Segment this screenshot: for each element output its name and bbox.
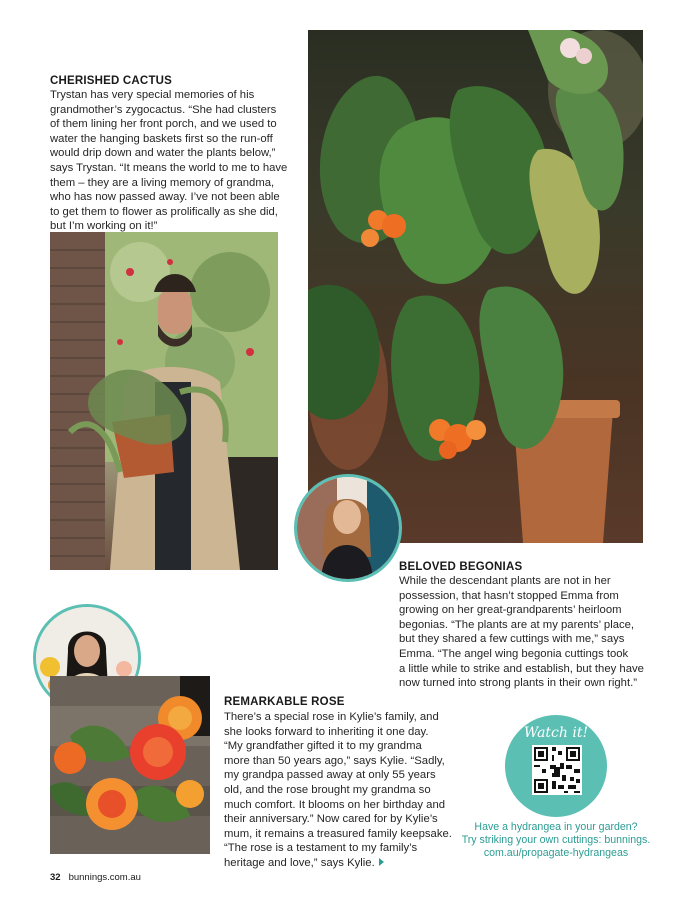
rose-photo [50,676,210,854]
rose-body [224,710,454,871]
rose-heading: REMARKABLE ROSE [224,696,345,708]
trystan-photo [50,232,278,570]
watch-it-title: Watch it! [523,725,589,741]
begonias-body: While the descendant plants are not in her possession, that hasn’t stopped Emma from growing on her great-grandparents’ heirloom begonias. “The plants are at my parents’ place, but they shared a few cuttings with me,” says Emma. “The angel wing begonia cuttings took a little while to strike and establish, but they have now turned into strong plants in their own right.” [399,575,644,690]
end-mark-icon [379,858,384,866]
cactus-heading: CHERISHED CACTUS [50,75,173,87]
watch-it-caption[interactable]: Have a hydrangea in your garden? Try striking your own cuttings: bunnings. com.au/propagate-hydrangeas [461,821,651,860]
rose-body-text: There’s a special rose in Kylie’s family, and she looks forward to inheriting it one day. “My grandfather gifted it to my grandma more than 50 years ago,” says Kylie. “Sadly, my grandpa passed away at only 55 years old, and the rose brought my grandma so much comfort. It blooms on her birthday and their anniversary.” Now cared for by Kylie’s mum, it remains a treasured family keepsake. “The rose is a testament to my family’s heritage and love,” says Kylie. [224,711,452,869]
begonia-photo [308,30,643,543]
emma-portrait [294,474,402,582]
footer-site[interactable]: bunnings.com.au [68,872,141,883]
cactus-body: Trystan has very special memories of his grandmother’s zygocactus. “She had clusters of them lining her front porch, and we used to water the hanging baskets first so the run-off would drip down and water the plants below,” says Trystan. “It means the world to me to have them – they are a living memory of grandma, who has now passed away. I’ve not been able to get them to flower as prolifically as she did, but I’m working on it!” [50,89,288,233]
qr-code-icon[interactable] [532,745,582,795]
begonias-heading: BELOVED BEGONIAS [399,561,523,573]
page-number: 32 [50,872,61,883]
watch-it-badge[interactable] [505,715,607,817]
page-footer [50,872,141,883]
